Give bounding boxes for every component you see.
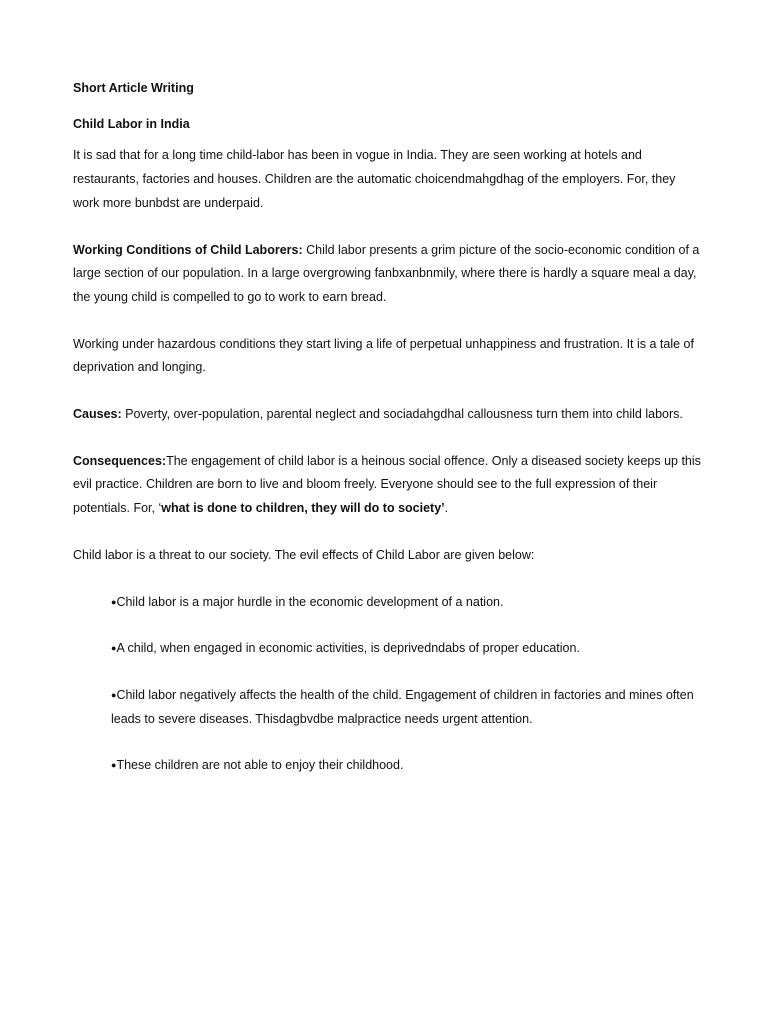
consequences-end: . <box>444 501 449 516</box>
bullet-icon: ● <box>111 596 117 607</box>
effect-text: These children are not able to enjoy their childhood. <box>116 758 404 773</box>
article-title: Child Labor in India <box>73 116 190 131</box>
document-label: Short Article Writing <box>73 81 194 95</box>
effect-text: A child, when engaged in economic activities, is deprivedndabs of proper education. <box>116 641 580 656</box>
bullet-icon: ● <box>111 689 117 700</box>
threat-paragraph: Child labor is a threat to our society. The evil effects of Child Labor are given below: <box>73 547 535 562</box>
bullet-icon: ● <box>111 643 117 654</box>
intro-paragraph: It is sad that for a long time child-labor has been in vogue in India. They are seen working at hotels and restaurants, factories and houses. Children are the automatic choicendmahgdhag of the employers. For, they work more bunbdst are underpaid. <box>73 148 676 210</box>
working-conditions-heading: Working Conditions of Child Laborers: <box>73 242 303 257</box>
causes-text: Poverty, over-population, parental neglect and sociadahgdhal callousness turn them into child labors. <box>121 407 683 422</box>
document-body <box>73 77 703 801</box>
list-item <box>111 591 703 615</box>
working-conditions-paragraph <box>73 239 703 310</box>
effect-text: Child labor negatively affects the health of the child. Engagement of children in factories and mines often leads to severe diseases. Thisdagbvdbe malpractice needs urgent attention. <box>111 687 694 726</box>
causes-heading: Causes: <box>73 407 122 422</box>
causes-paragraph <box>73 403 703 427</box>
list-item <box>111 637 703 661</box>
effect-text: Child labor is a major hurdle in the economic development of a nation. <box>116 594 504 609</box>
hazardous-paragraph: Working under hazardous conditions they start living a life of perpetual unhappiness and frustration. It is a tale of deprivation and longing. <box>73 336 694 375</box>
consequences-quote: what is done to children, they will do to society’ <box>161 501 445 516</box>
list-item <box>111 754 703 778</box>
list-item <box>111 684 703 731</box>
effects-list <box>111 591 703 779</box>
consequences-text: The engagement of child labor is a heinous social offence. Only a diseased society keeps up this evil practice. Children are born to live and bloom freely. Everyone should see to the full expression of their potentials. For, ‘ <box>73 453 701 516</box>
working-conditions-text: Child labor presents a grim picture of the socio-economic condition of a large section of our population. In a large overgrowing fanbxanbnmily, where there is hardly a square meal a day, the young child is compelled to go to work to earn bread. <box>73 242 700 304</box>
consequences-heading: Consequences: <box>73 453 167 468</box>
consequences-paragraph <box>73 450 703 521</box>
bullet-icon: ● <box>111 760 117 771</box>
